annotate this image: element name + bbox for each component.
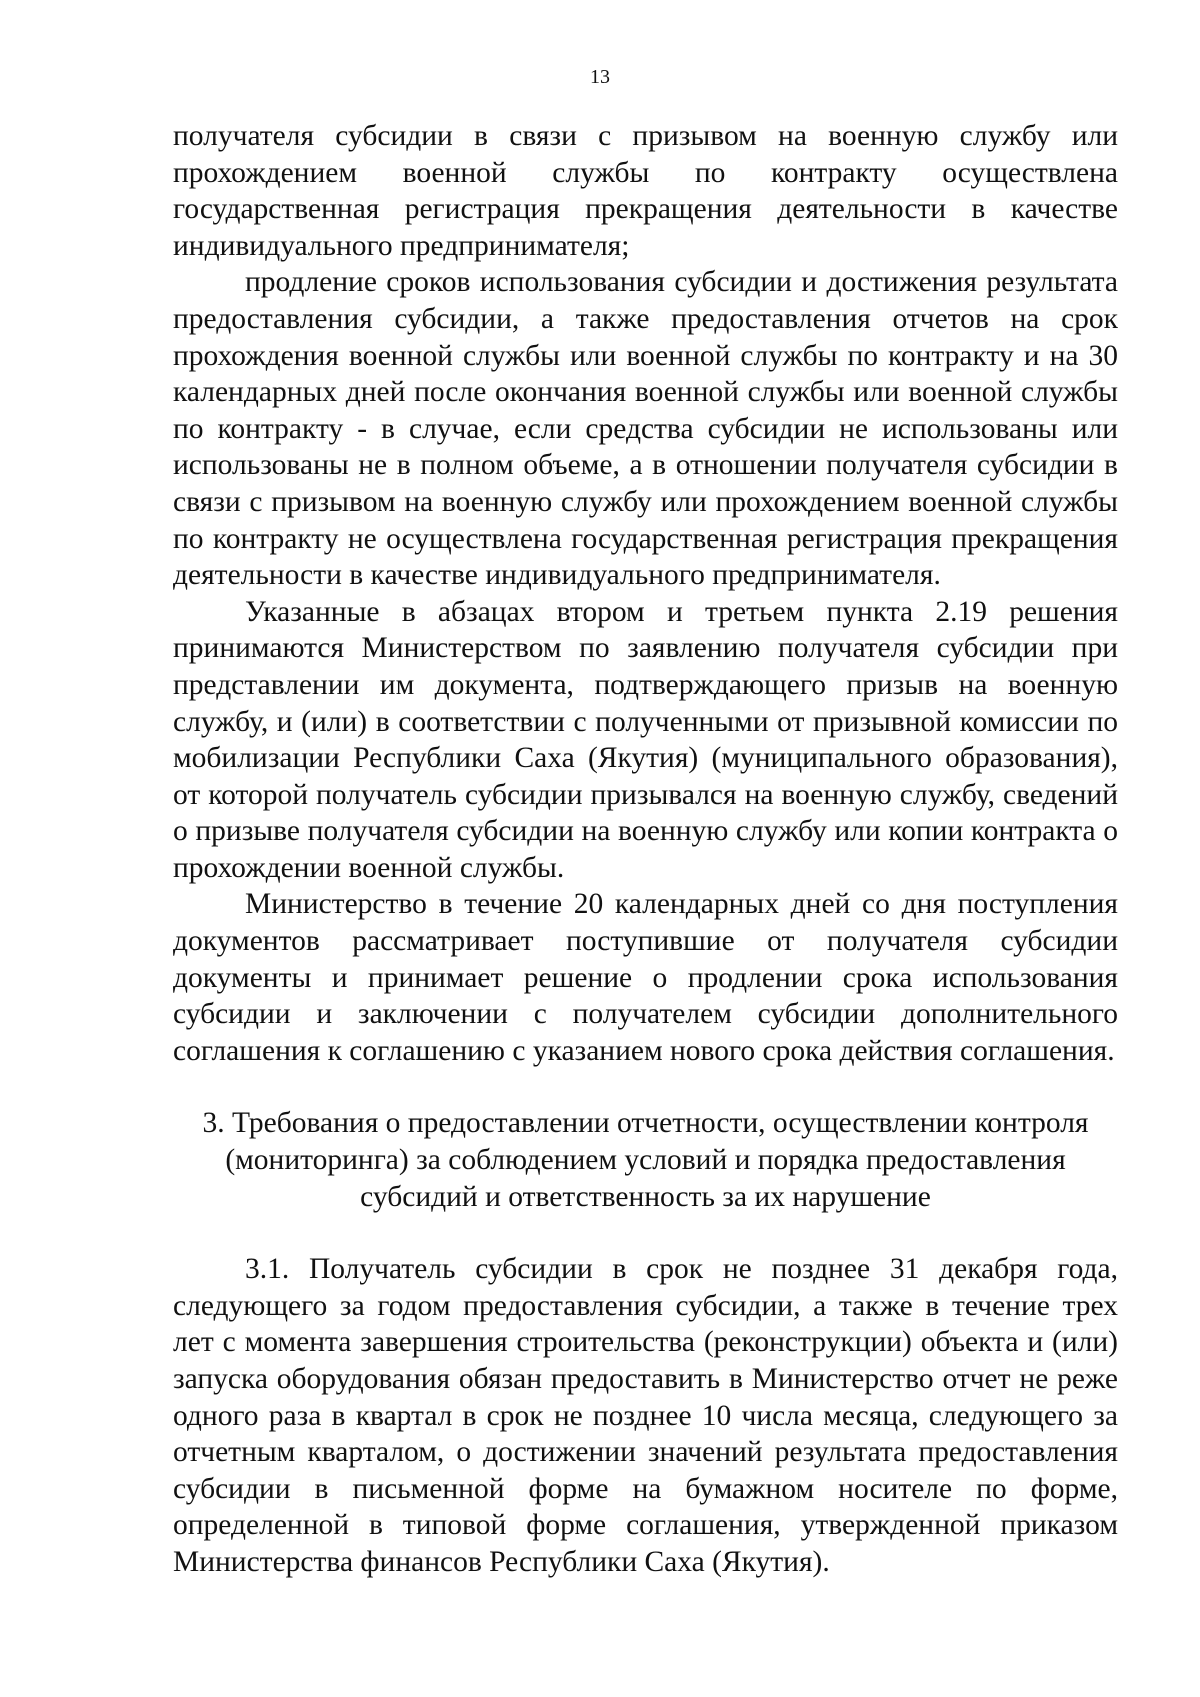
section-heading-line: (мониторинга) за соблюдением условий и порядка предоставления (225, 1144, 1066, 1177)
paragraph-extension-terms: продление сроков использования субсидии и достижения результата предоставления субсидии, а также предоставления отчетов на срок прохождения военной службы или военной службы по контракту и на 30 календарных дней после окончания военной службы или военной службы по контракту - в случае, если средства субсидии не использованы или использованы не в полном объеме, а в отношении получателя субсидии в связи с призывом на военную службу или прохождением военной службы по контракту не осуществлена государственная регистрация прекращения деятельности в качестве индивидуального предпринимателя. (173, 266, 1118, 592)
section-heading-line: субсидий и ответственность за их нарушение (360, 1180, 931, 1213)
section-heading-line: 3. Требования о предоставлении отчетности, осуществлении контроля (202, 1107, 1089, 1140)
paragraph-3-1: 3.1. Получатель субсидии в срок не позднее 31 декабря года, следующего за годом предоставления субсидии, а также в течение трех лет с момента завершения строительства (реконструкции) объекта и (или) запуска оборудования обязан предоставить в Министерство отчет не реже одного раза в квартал в срок не позднее 10 числа месяца, следующего за отчетным кварталом, о достижении значений результата предоставления субсидии в письменной форме на бумажном носителе по форме, определенной в типовой форме соглашения, утвержденной приказом Министерства финансов Республики Саха (Якутия). (173, 1253, 1118, 1578)
page-number: 13 (590, 66, 610, 88)
paragraph-ministry-review: Министерство в течение 20 календарных дней со дня поступления документов рассматривает поступившие от получателя субсидии документы и принимает решение о продлении срока использования субсидии и заключении с получателем субсидии дополнительного соглашения к соглашению с указанием нового срока действия соглашения. (173, 888, 1118, 1067)
paragraph-decisions: Указанные в абзацах втором и третьем пункта 2.19 решения принимаются Министерством по заявлению получателя субсидии при представлении им документа, подтверждающего призыв на военную службу, и (или) в соответствии с полученными от призывной комиссии по мобилизации Республики Саха (Якутия) (муниципального образования), от которой получатель субсидии призывался на военную службу, сведений о призыве получателя субсидии на военную службу или копии контракта о прохождении военной службы. (173, 595, 1118, 884)
section-heading (173, 1105, 1118, 1215)
document-body (173, 118, 1118, 1581)
paragraph-continuation: получателя субсидии в связи с призывом на военную службу или прохождением военной службы по контракту осуществлена государственная регистрация прекращения деятельности в качестве индивидуального предпринимателя; (173, 120, 1118, 262)
